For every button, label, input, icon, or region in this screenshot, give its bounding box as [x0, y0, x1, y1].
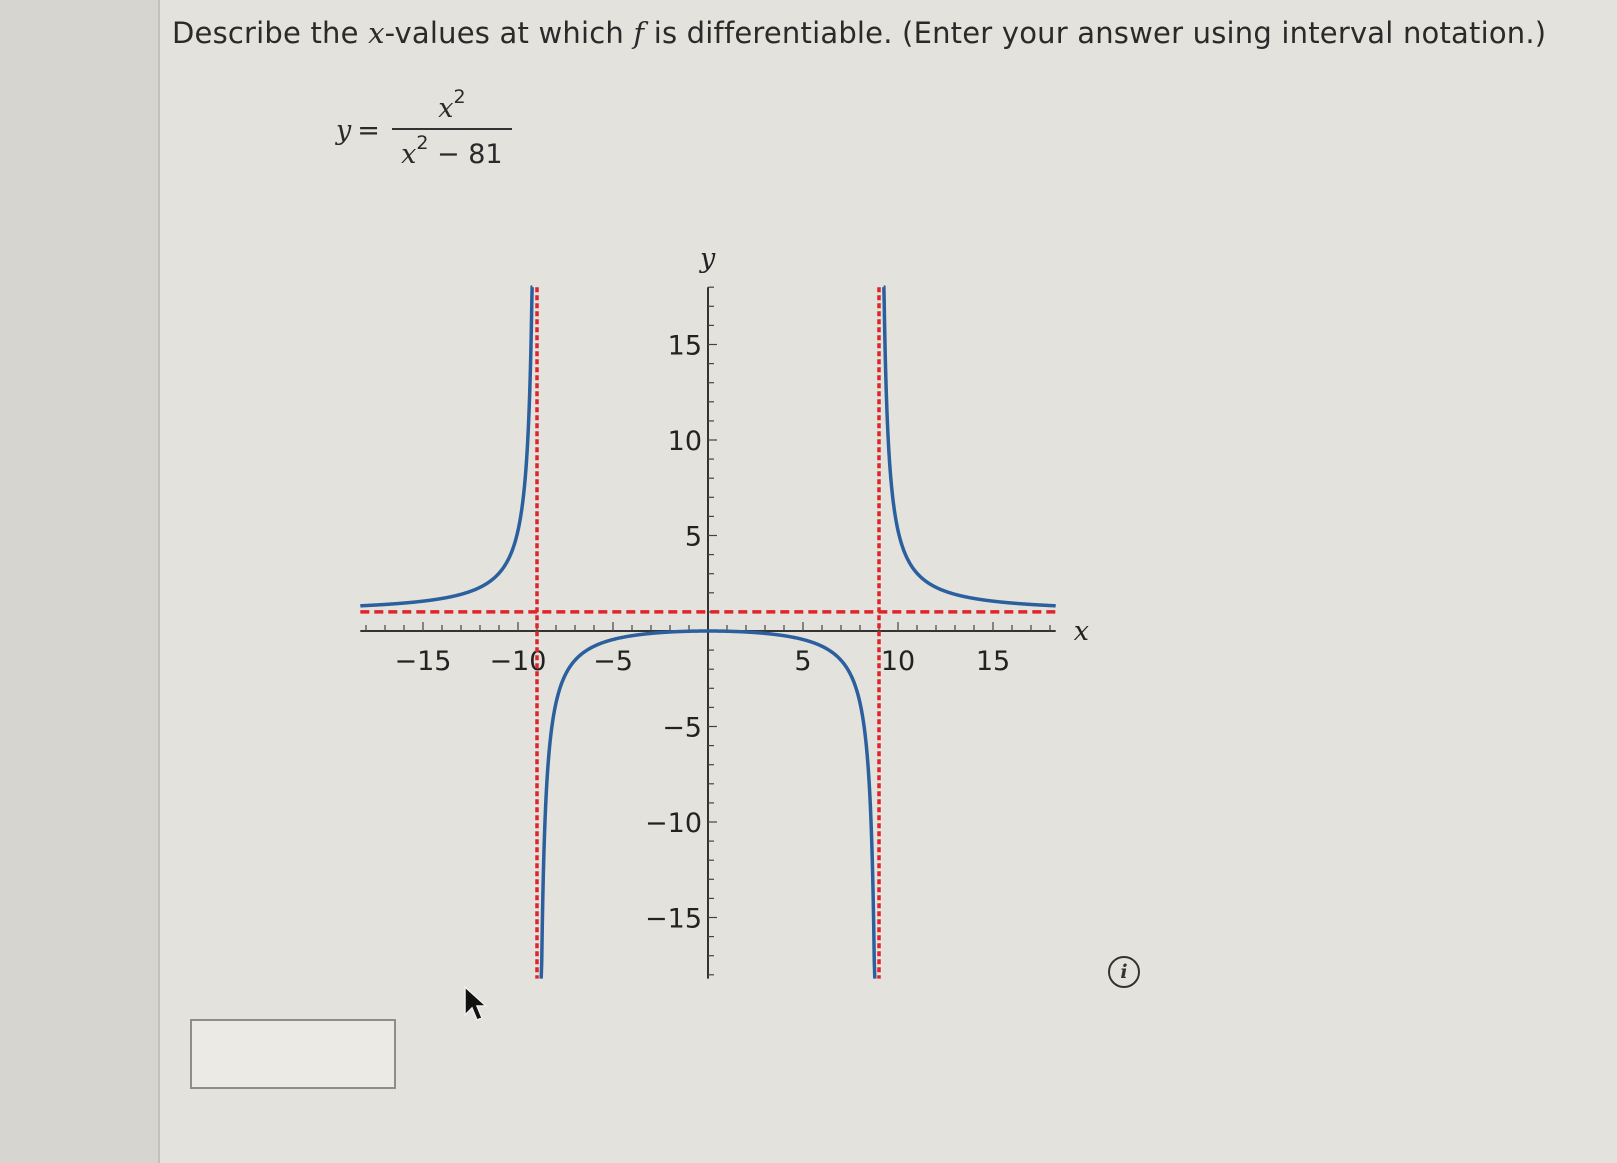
x-axis-label: x	[1073, 616, 1089, 647]
y-axis-label: y	[700, 243, 716, 275]
answer-input[interactable]	[190, 1019, 396, 1089]
curve-left-branch	[360, 287, 532, 606]
question-text-part: Describe the	[172, 16, 369, 50]
function-graph	[320, 220, 1100, 1000]
equation-denominator	[401, 130, 502, 170]
question-text	[172, 16, 1552, 50]
numerator-exponent: 2	[453, 86, 466, 108]
mouse-cursor-icon	[463, 985, 489, 1023]
denominator-base: x	[401, 139, 417, 170]
function-equation	[336, 80, 512, 180]
x-tick-label: 10	[880, 646, 916, 677]
y-tick-label: 5	[684, 521, 702, 553]
question-text-part: -values at which	[384, 16, 634, 50]
x-tick-label: −15	[394, 646, 452, 677]
question-text-part: is differentiable. (Enter your answer using interval notation.)	[644, 16, 1547, 50]
equation-lhs: y	[336, 114, 352, 146]
left-sidebar-edge	[0, 0, 160, 1163]
equation-numerator	[430, 86, 473, 128]
y-tick-label: 10	[667, 426, 702, 457]
denominator-exponent: 2	[416, 132, 429, 154]
equation-equals: =	[357, 114, 380, 146]
numerator-base: x	[438, 93, 454, 124]
question-var-x: x	[368, 16, 385, 50]
denominator-constant: − 81	[428, 139, 503, 170]
x-tick-label: 15	[975, 646, 1011, 677]
y-tick-label: −5	[662, 712, 702, 744]
x-tick-label: 5	[794, 646, 812, 677]
y-tick-label: 15	[667, 330, 702, 362]
info-icon[interactable]: i	[1108, 956, 1140, 988]
question-var-f: f	[633, 16, 645, 50]
y-tick-label: −10	[645, 808, 702, 839]
curve-right-branch	[884, 287, 1056, 606]
equation-fraction	[392, 86, 512, 170]
x-tick-label: −10	[489, 646, 547, 677]
x-tick-label: −5	[593, 646, 633, 677]
y-tick-label: −15	[645, 903, 702, 935]
